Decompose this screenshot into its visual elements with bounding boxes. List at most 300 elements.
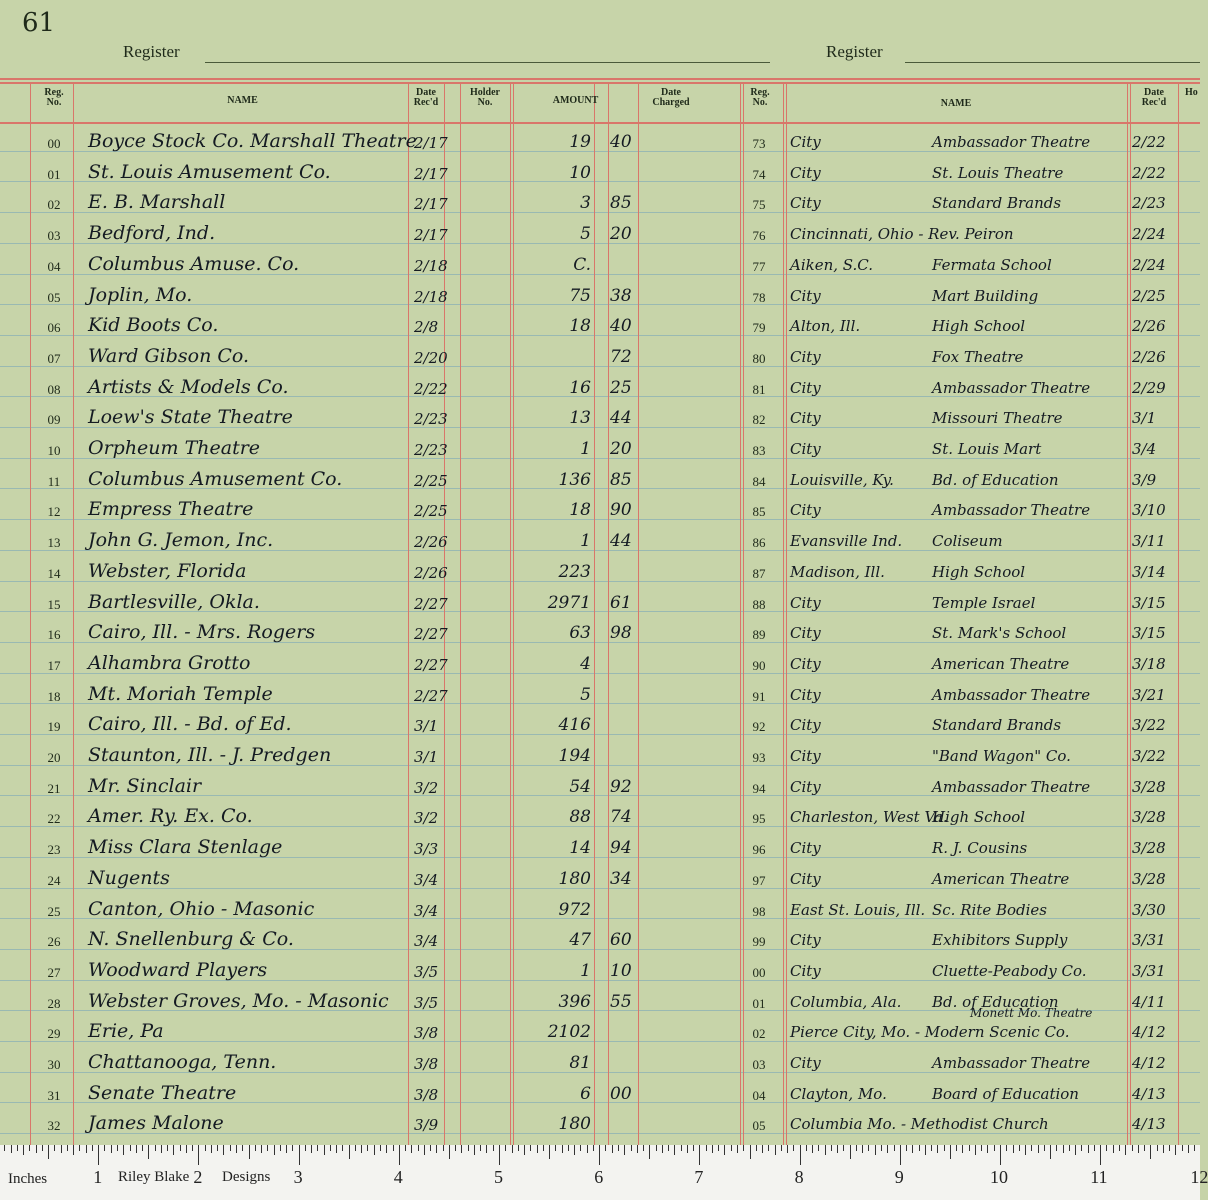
date-received: 2/18 (414, 287, 448, 306)
amount-cents: 34 (610, 868, 632, 889)
amount-dollars: 5 (580, 224, 591, 245)
entry-name: St. Mark's School (932, 624, 1067, 643)
ruler-tick (724, 1145, 725, 1155)
table-row (740, 621, 1200, 652)
table-row (0, 957, 740, 988)
date-received: 2/27 (414, 594, 448, 613)
table-row (740, 345, 1200, 376)
table-row (740, 1051, 1200, 1082)
ruler-tick (155, 1145, 156, 1151)
ruler-tick (1194, 1145, 1195, 1151)
ruler-tick (192, 1145, 193, 1151)
ruler-tick (255, 1145, 256, 1151)
date-received: 4/12 (1132, 1023, 1166, 1042)
amount-dollars: 75 (569, 285, 591, 306)
ruler-tick (612, 1145, 613, 1153)
date-received: 3/30 (1132, 900, 1166, 919)
table-row (740, 498, 1200, 529)
amount-cents: 61 (610, 592, 632, 613)
date-received: 2/24 (1132, 225, 1166, 244)
date-received: 2/25 (1132, 286, 1166, 305)
date-received: 3/5 (414, 962, 439, 981)
reg-no: 08 (47, 381, 61, 397)
ruler-tick (831, 1145, 832, 1151)
ruler-tick (424, 1145, 425, 1155)
entry-name: Erie, Pa (88, 1020, 164, 1043)
ruler-tick (1106, 1145, 1107, 1151)
date-received: 2/27 (414, 655, 448, 674)
ruler-tick (23, 1145, 24, 1155)
date-received: 3/31 (1132, 961, 1166, 980)
entry-place: Evansville Ind. (790, 532, 903, 551)
ruler-tick (261, 1145, 262, 1153)
date-received: 3/1 (1132, 409, 1157, 428)
ruler-tick (825, 1145, 826, 1155)
ruler-tick (1006, 1145, 1007, 1151)
entry-name: Cairo, Ill. - Mrs. Rogers (88, 621, 316, 644)
entry-name: Webster Groves, Mo. - Masonic (88, 989, 389, 1012)
entry-place: City (790, 1054, 821, 1072)
date-received: 3/3 (414, 840, 439, 859)
entry-place: City (790, 716, 821, 735)
reg-no: 23 (47, 842, 61, 858)
entry-name: N. Snellenburg & Co. (88, 928, 294, 951)
table-row (740, 1112, 1200, 1143)
table-row (0, 159, 740, 190)
ruler-tick (1044, 1145, 1045, 1151)
entry-place: City (790, 440, 821, 458)
ruler-number: 1 (93, 1167, 103, 1187)
date-received: 2/24 (1132, 255, 1166, 274)
ruler-tick (73, 1145, 74, 1155)
ruler-tick (142, 1145, 143, 1151)
ruler-tick (674, 1145, 675, 1155)
ruler-tick (274, 1145, 275, 1155)
ruler-tick (818, 1145, 819, 1151)
reg-no: 02 (752, 1026, 766, 1042)
reg-no: 09 (47, 412, 61, 428)
ruler-tick (374, 1145, 375, 1155)
amount-dollars: 136 (558, 469, 591, 490)
entry-name: Bedford, Ind. (88, 222, 216, 245)
entry-name: Artists & Models Co. (88, 375, 289, 398)
entry-name: Cluette-Peabody Co. (932, 961, 1087, 980)
ruler-tick (843, 1145, 844, 1151)
entry-name: Exhibitors Supply (932, 931, 1068, 950)
date-received: 2/26 (414, 563, 448, 582)
ruler-tick (549, 1145, 550, 1159)
table-row (0, 681, 740, 712)
date-received: 2/26 (414, 533, 448, 552)
ruler-tick (868, 1145, 869, 1151)
ruler-tick (806, 1145, 807, 1151)
table-row (0, 527, 740, 558)
ruler-tick (242, 1145, 243, 1151)
ruler-tick (499, 1145, 500, 1165)
ruler-tick (944, 1145, 945, 1151)
amount-dollars: 13 (569, 408, 591, 429)
reg-no: 98 (752, 903, 766, 919)
entry-name: Columbus Amuse. Co. (88, 252, 300, 275)
entry-name: R. J. Cousins (932, 839, 1028, 858)
ruler-tick (186, 1145, 187, 1153)
ruler-tick (349, 1145, 350, 1159)
table-row (740, 222, 1200, 253)
reg-no: 00 (47, 136, 61, 151)
entry-name: Ambassador Theatre (932, 501, 1091, 520)
ruler-tick (962, 1145, 963, 1153)
table-row (740, 744, 1200, 775)
entry-place: City (790, 501, 821, 520)
table-row (0, 1110, 740, 1141)
ruler-tick (236, 1145, 237, 1153)
reg-no: 28 (47, 995, 61, 1011)
header-date-charged: Date Charged (652, 87, 690, 108)
entry-name: John G. Jemon, Inc. (88, 529, 274, 552)
ruler-tick (981, 1145, 982, 1151)
reg-no: 21 (47, 780, 61, 796)
reg-no: 20 (47, 750, 61, 765)
ruler-tick (919, 1145, 920, 1151)
reg-no: 80 (752, 350, 766, 366)
ruler-tick (317, 1145, 318, 1151)
table-row (0, 742, 740, 773)
date-received: 3/28 (1132, 777, 1166, 796)
reg-no: 95 (752, 811, 766, 827)
ruler-tick (449, 1145, 450, 1159)
date-received: 3/28 (1132, 839, 1166, 858)
entry-name: St. Louis Mart (932, 440, 1042, 458)
ruler-tick (92, 1145, 93, 1151)
entry-place: Madison, Ill. (790, 562, 885, 581)
table-row (0, 711, 740, 742)
ruler-tick (787, 1145, 788, 1153)
ruler-tick (1025, 1145, 1026, 1155)
date-received: 3/15 (1132, 624, 1166, 643)
date-received: 3/1 (414, 717, 439, 736)
ruler-number: 5 (494, 1167, 503, 1187)
ruler-tick (900, 1145, 901, 1165)
reg-no: 03 (752, 1057, 766, 1072)
ruler-tick (98, 1145, 99, 1165)
ruler-tick (1063, 1145, 1064, 1153)
ruler-tick (643, 1145, 644, 1151)
table-row (0, 865, 740, 896)
ruler-tick (1088, 1145, 1089, 1153)
table-row (740, 130, 1200, 161)
reg-no: 07 (47, 350, 61, 366)
ruler-tick (342, 1145, 343, 1151)
ruler-tick (104, 1145, 105, 1151)
ruler-tick (292, 1145, 293, 1151)
table-row (740, 1006, 1200, 1051)
ruler-tick (994, 1145, 995, 1151)
entry-name: Columbus Amusement Co. (88, 467, 343, 490)
ruler-tick (1094, 1145, 1095, 1151)
ruler-tick (455, 1145, 456, 1151)
date-received: 2/22 (414, 379, 448, 398)
ruler-tick (1013, 1145, 1014, 1153)
reg-no: 26 (47, 934, 61, 950)
entry-name: Standard Brands (932, 716, 1062, 735)
ruler-tick (580, 1145, 581, 1151)
reg-no: 82 (752, 412, 766, 428)
ruler-tick (593, 1145, 594, 1151)
ruler-unit-label: Inches (8, 1171, 48, 1187)
header-rule (0, 122, 1200, 124)
ruler-tick (1031, 1145, 1032, 1151)
reg-no: 24 (47, 872, 61, 888)
reg-no: 31 (47, 1087, 61, 1103)
ruler-brand-right: Designs (222, 1169, 271, 1185)
amount-dollars: 14 (569, 838, 591, 859)
ruler-tick (699, 1145, 700, 1165)
ruler-tick (1019, 1145, 1020, 1151)
reg-no: 76 (752, 228, 766, 244)
header-rule (0, 82, 1200, 84)
ruler-tick (1188, 1145, 1189, 1153)
ruler-tick (130, 1145, 131, 1151)
amount-cents: 94 (610, 838, 632, 859)
ruler-tick (299, 1145, 300, 1165)
date-received: 2/18 (414, 256, 448, 275)
entry-name: Empress Theatre (88, 498, 254, 521)
ruler-tick (474, 1145, 475, 1155)
table-row (740, 161, 1200, 192)
date-received: 3/4 (414, 901, 439, 920)
table-row (740, 437, 1200, 468)
entry-name: High School (932, 562, 1026, 581)
reg-no: 03 (47, 228, 61, 244)
ruler-tick (486, 1145, 487, 1153)
table-row (740, 805, 1200, 836)
entry-place: City (790, 839, 821, 858)
date-received: 3/10 (1132, 501, 1166, 520)
ruler-tick (480, 1145, 481, 1151)
table-row (0, 251, 740, 282)
reg-no: 10 (47, 443, 61, 458)
entry-name: Senate Theatre (88, 1081, 237, 1104)
table-row (0, 128, 740, 159)
amount-dollars: 81 (569, 1053, 591, 1073)
amount-cents: 20 (610, 439, 632, 459)
amount-dollars: 1 (580, 531, 591, 552)
ruler-tick (631, 1145, 632, 1151)
table-row (0, 496, 740, 527)
ruler-tick (837, 1145, 838, 1153)
entry-name: Loew's State Theatre (88, 406, 293, 429)
date-received: 3/22 (1132, 747, 1166, 765)
ruler-tick (1081, 1145, 1082, 1151)
ruler-tick (267, 1145, 268, 1151)
ruler-tick (687, 1145, 688, 1153)
ruler-tick (111, 1145, 112, 1153)
table-row (0, 343, 740, 374)
amount-dollars: 19 (569, 132, 591, 152)
entry-place: City (790, 747, 821, 765)
ruler-tick (906, 1145, 907, 1151)
ruler-tick (512, 1145, 513, 1153)
table-row (740, 867, 1200, 898)
reg-no: 04 (47, 258, 61, 274)
reg-no: 83 (752, 443, 766, 458)
ruler-tick (1150, 1145, 1151, 1159)
date-received: 2/23 (1132, 194, 1166, 213)
date-received: 2/26 (1132, 317, 1166, 336)
table-row (0, 589, 740, 620)
ruler-tick (54, 1145, 55, 1151)
table-row (740, 284, 1200, 315)
amount-dollars: 5 (580, 684, 591, 705)
entry-name: High School (932, 317, 1026, 336)
amount-dollars: 1 (580, 960, 591, 981)
date-received: 2/17 (414, 226, 448, 245)
ruler-tick (1169, 1145, 1170, 1151)
reg-no: 92 (752, 719, 766, 735)
amount-dollars: 194 (558, 746, 591, 766)
ruler-tick (793, 1145, 794, 1151)
table-row (0, 988, 740, 1019)
header-amount: AMOUNT (552, 95, 599, 106)
ruler-tick (530, 1145, 531, 1151)
entry-name: Bd. of Education (932, 470, 1059, 489)
ruler-tick (931, 1145, 932, 1151)
ruler-tick (286, 1145, 287, 1153)
reg-no: 74 (752, 166, 766, 182)
ruler-tick (405, 1145, 406, 1151)
date-received: 3/1 (414, 748, 439, 766)
date-received: 3/15 (1132, 593, 1166, 612)
header-name-right: NAME (940, 98, 972, 109)
entry-name: Ambassador Theatre (932, 685, 1091, 704)
ruler-tick (324, 1145, 325, 1155)
table-row (0, 803, 740, 834)
ruler-tick (775, 1145, 776, 1155)
amount-cents: 20 (610, 224, 632, 245)
table-row (0, 466, 740, 497)
ruler-tick (562, 1145, 563, 1153)
ruler-number: 9 (894, 1167, 904, 1187)
table-row (0, 1080, 740, 1111)
ruler-tick (61, 1145, 62, 1153)
date-received: 2/22 (1132, 163, 1166, 182)
entry-name: Ward Gibson Co. (88, 344, 250, 367)
entry-name: Boyce Stock Co. Marshall Theatre (88, 130, 417, 152)
entry-name: American Theatre (932, 869, 1070, 888)
ruler-tick (649, 1145, 650, 1159)
reg-no: 85 (752, 504, 766, 520)
ruler-tick (280, 1145, 281, 1151)
ruler-tick (436, 1145, 437, 1153)
date-received: 2/17 (414, 195, 448, 214)
ruler-tick (367, 1145, 368, 1151)
amount-dollars: 10 (569, 162, 591, 183)
entry-place: Clayton, Mo. (790, 1084, 887, 1103)
entry-name: Cairo, Ill. - Bd. of Ed. (88, 713, 292, 736)
ruler-tick (731, 1145, 732, 1151)
date-received: 4/12 (1132, 1054, 1166, 1072)
ruler-tick (887, 1145, 888, 1153)
entry-name: St. Louis Amusement Co. (88, 160, 331, 183)
entry-place: Alton, Ill. (790, 317, 861, 336)
ruler-tick (762, 1145, 763, 1153)
ruler-tick (568, 1145, 569, 1151)
entry-place: City (790, 378, 821, 397)
amount-dollars: 416 (558, 715, 591, 736)
register-label-right: Register (826, 42, 883, 61)
ruler-number: 10 (990, 1167, 1008, 1187)
date-received: 2/26 (1132, 347, 1166, 366)
entry-note: Monett Mo. Theatre (970, 1006, 1093, 1021)
entry-place: City (790, 163, 821, 182)
ruler-tick (1144, 1145, 1145, 1151)
table-row (740, 560, 1200, 591)
entry-name: Missouri Theatre (932, 409, 1063, 428)
reg-no: 19 (47, 719, 61, 735)
table-row (740, 191, 1200, 222)
amount-dollars: 47 (569, 930, 591, 951)
amount-dollars: 972 (558, 899, 591, 920)
ruler-number: 12 (1190, 1167, 1208, 1187)
ruler-tick (850, 1145, 851, 1159)
entry-place: City (790, 347, 821, 366)
table-row (0, 896, 740, 927)
ruler-tick (230, 1145, 231, 1151)
amount-cents: 72 (610, 346, 632, 367)
entry-name: Amer. Ry. Ex. Co. (88, 805, 253, 828)
table-row (0, 404, 740, 435)
entry-name: Chattanooga, Tenn. (88, 1051, 277, 1073)
reg-no: 90 (752, 657, 766, 673)
ruler-tick (198, 1145, 199, 1165)
table-row (0, 1018, 740, 1049)
date-received: 3/8 (414, 1055, 439, 1073)
ruler-tick (17, 1145, 18, 1151)
ruler-tick (205, 1145, 206, 1151)
date-received: 4/13 (1132, 1084, 1166, 1103)
reg-no: 73 (752, 136, 766, 151)
register-underline-left (205, 62, 770, 63)
ruler-tick (881, 1145, 882, 1151)
ruler-tick (800, 1145, 801, 1165)
ruler-tick (1038, 1145, 1039, 1153)
entry-place: City (790, 624, 821, 643)
amount-dollars: 396 (558, 991, 591, 1012)
ruler-number: 8 (794, 1167, 804, 1187)
amount-dollars: 3 (580, 193, 591, 214)
ruler-tick (862, 1145, 863, 1153)
table-row (0, 189, 740, 220)
table-row (740, 529, 1200, 560)
reg-no: 04 (752, 1087, 766, 1103)
reg-no: 13 (47, 535, 61, 551)
reg-no: 02 (47, 197, 61, 213)
ruler-tick (599, 1145, 600, 1165)
ruler-tick (624, 1145, 625, 1155)
entry-place: City (790, 685, 821, 704)
ruler-number: 3 (293, 1167, 303, 1187)
ruler-tick (136, 1145, 137, 1153)
date-received: 3/2 (414, 809, 439, 828)
date-received: 3/11 (1132, 532, 1166, 551)
entry-place: City (790, 409, 821, 428)
ruler-tick (311, 1145, 312, 1153)
amount-dollars: 1 (580, 439, 591, 459)
date-received: 4/11 (1132, 992, 1166, 1011)
ruler-tick (223, 1145, 224, 1155)
date-received: 3/4 (1132, 440, 1157, 458)
entry-place: Aiken, S.C. (790, 255, 874, 274)
